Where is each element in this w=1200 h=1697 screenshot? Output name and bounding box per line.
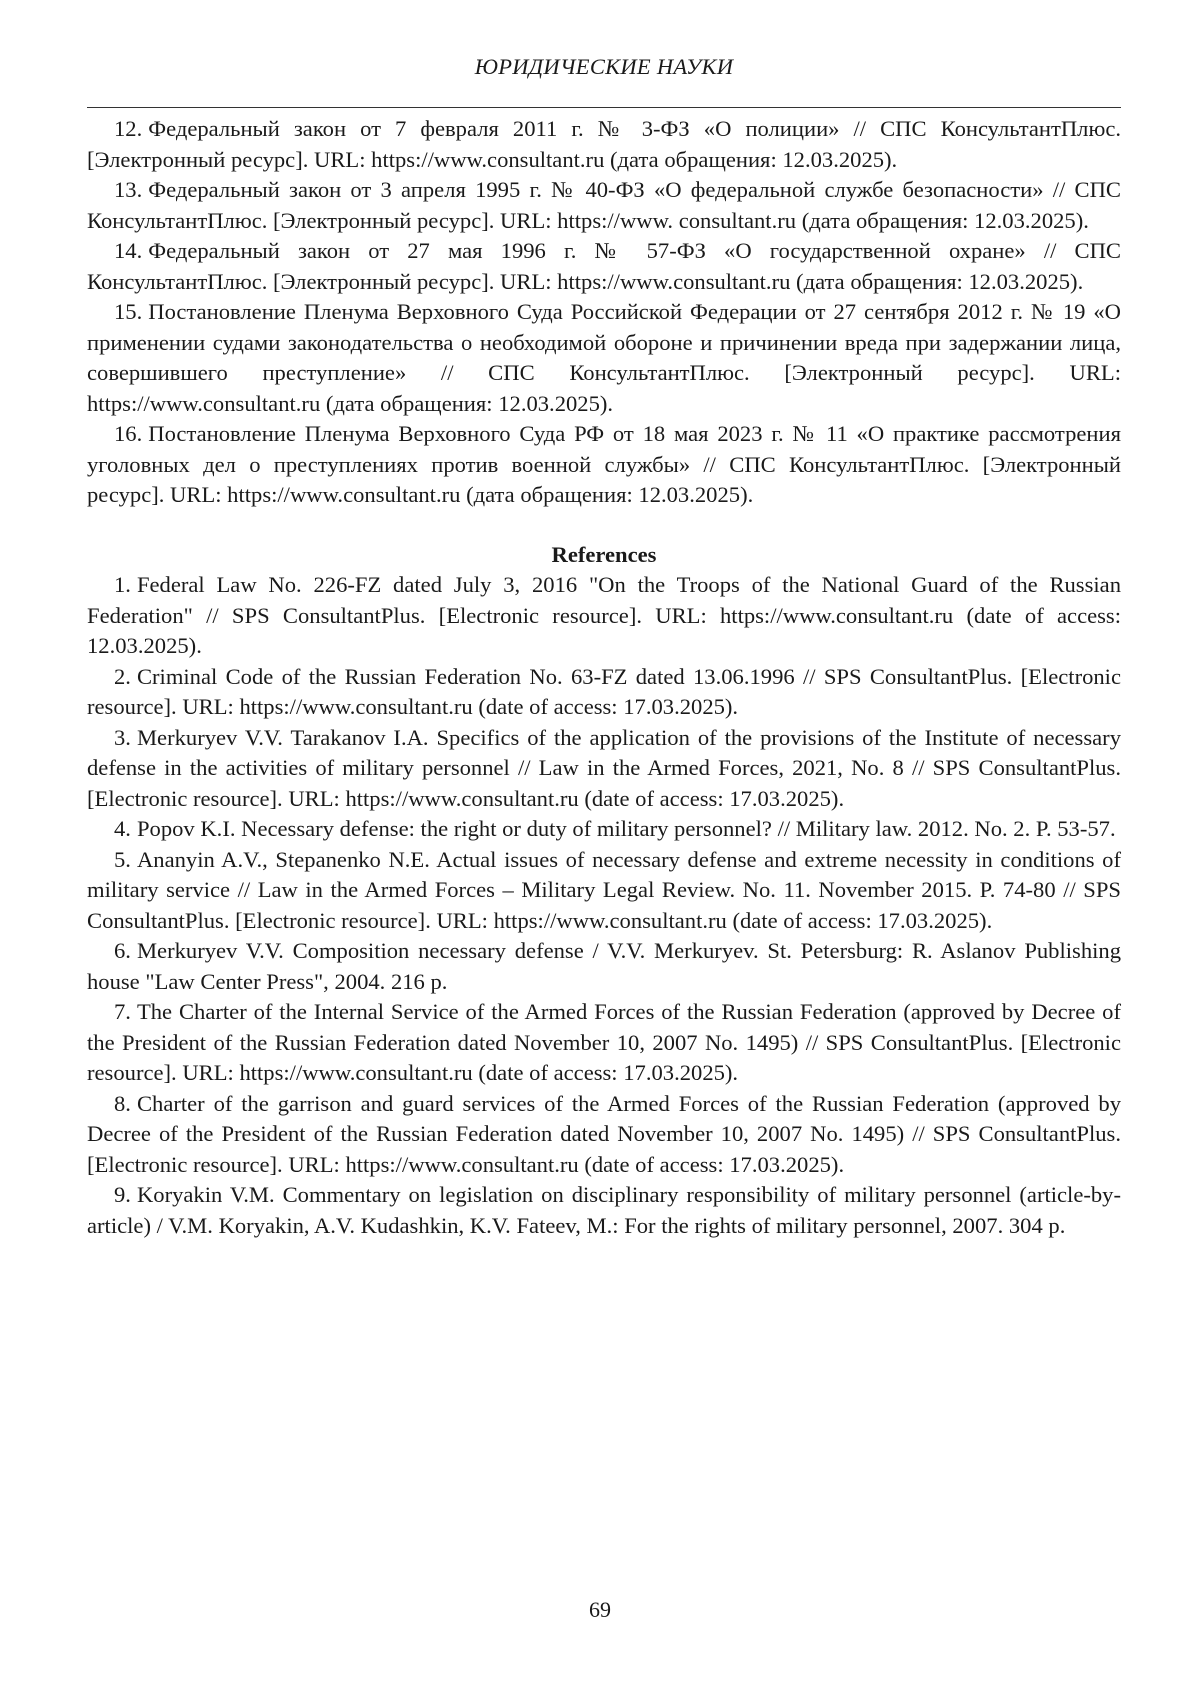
reference-number: 15. (114, 299, 143, 324)
reference-item (87, 1089, 1121, 1181)
reference-item (87, 297, 1121, 419)
reference-number: 4. (114, 816, 131, 841)
reference-text: Федеральный закон от 3 апреля 1995 г. № 40-ФЗ «О федеральной службе безопасности» // СПС КонсультантПлюс. [Электронный ресурс]. URL: https://www. consultant.ru (дата обращения: 12.03.2025). (87, 177, 1121, 233)
reference-item (87, 814, 1121, 845)
running-header: ЮРИДИЧЕСКИЕ НАУКИ (474, 54, 734, 79)
reference-item (87, 175, 1121, 236)
page-number: 69 (589, 1597, 611, 1622)
reference-item (87, 236, 1121, 297)
reference-number: 14. (114, 238, 143, 263)
reference-text: Koryakin V.M. Commentary on legislation on disciplinary responsibility of military personnel (article-by-article) / V.M. Koryakin, A.V. Kudashkin, K.V. Fateev, M.: For the rights of military personnel, 2007. 304 p. (87, 1182, 1121, 1238)
reference-number: 5. (114, 846, 131, 872)
russian-reference-list (87, 114, 1121, 511)
reference-text: Федеральный закон от 27 мая 1996 г. № 57-ФЗ «О государственной охране» // СПС КонсультантПлюс. [Электронный ресурс]. URL: https://www.consultant.ru (дата обращения: 12.03.2025). (87, 238, 1121, 294)
reference-text: Merkuryev V.V. Composition necessary defense / V.V. Merkuryev. St. Petersburg: R. Aslanov Publishing house "Law Center Press", 2004. 216 p. (87, 938, 1121, 994)
reference-number: 9. (114, 1182, 131, 1207)
english-reference-list (87, 570, 1121, 1241)
reference-number: 2. (114, 663, 131, 689)
reference-item (87, 1180, 1121, 1241)
reference-item (87, 845, 1121, 937)
reference-number: 13. (114, 177, 143, 202)
reference-number: 6. (114, 938, 131, 963)
reference-text: Charter of the garrison and guard services of the Armed Forces of the Russian Federation (approved by Decree of the President of the Russian Federation dated November 10, 2007 No. 1495) // SPS ConsultantPlus. [Electronic resource]. URL: https://www.consultant.ru (date of access: 17.03.2025). (87, 1090, 1121, 1177)
header-divider (87, 107, 1121, 108)
reference-number: 1. (114, 572, 131, 597)
reference-text: Постановление Пленума Верховного Суда РФ от 18 мая 2023 г. № 11 «О практике рассмотрения уголовных дел о преступлениях против военной службы» // СПС КонсультантПлюс. [Электронный ресурс]. URL: https://www.consultant.ru (дата обращения: 12.03.2025). (87, 421, 1121, 507)
reference-item (87, 723, 1121, 815)
reference-text: Федеральный закон от 7 февраля 2011 г. № 3-ФЗ «О полиции» // СПС КонсультантПлюс. [Электронный ресурс]. URL: https://www.consultant.ru (дата обращения: 12.03.2025). (87, 116, 1121, 172)
reference-item (87, 570, 1121, 662)
reference-item (87, 997, 1121, 1089)
reference-item (87, 114, 1121, 175)
reference-number: 16. (114, 421, 143, 446)
reference-number: 7. (114, 999, 131, 1024)
reference-number: 3. (114, 724, 131, 750)
references-heading: References (551, 541, 657, 567)
reference-item (87, 662, 1121, 723)
reference-text: Ananyin A.V., Stepanenko N.E. Actual issues of necessary defense and extreme necessity in conditions of military service // Law in the Armed Forces – Military Legal Review. No. 11. November 2015. P. 74-80 // SPS ConsultantPlus. [Electronic resource]. URL: https://www.consultant.ru (date of access: 17.03.2025). (87, 846, 1121, 933)
reference-text: Popov K.I. Necessary defense: the right or duty of military personnel? // Military law. 2012. No. 2. P. 53-57. (136, 816, 1116, 841)
reference-text: The Charter of the Internal Service of the Armed Forces of the Russian Federation (approved by Decree of the President of the Russian Federation dated November 10, 2007 No. 1495) // SPS ConsultantPlus. [Electronic resource]. URL: https://www.consultant.ru (date of access: 17.03.2025). (87, 999, 1121, 1085)
reference-text: Постановление Пленума Верховного Суда Российской Федерации от 27 сентября 2012 г. № 19 «О применении судами законодательства о необходимой обороне и причинении вреда при задержании лица, совершившего преступление» // СПС КонсультантПлюс. [Электронный ресурс]. URL: https://www.consultant.ru (дата обращения: 12.03.2025). (87, 299, 1121, 416)
reference-item (87, 936, 1121, 997)
reference-text: Criminal Code of the Russian Federation No. 63-FZ dated 13.06.1996 // SPS ConsultantPlus. [Electronic resource]. URL: https://www.consultant.ru (date of access: 17.03.2025). (87, 663, 1121, 719)
reference-number: 12. (114, 116, 143, 141)
reference-text: Federal Law No. 226-FZ dated July 3, 2016 "On the Troops of the National Guard of the Russian Federation" // SPS ConsultantPlus. [Electronic resource]. URL: https://www.consultant.ru (date of access: 12.03.2025). (87, 572, 1121, 658)
document-page (87, 0, 1121, 1241)
reference-item (87, 419, 1121, 511)
reference-text: Merkuryev V.V. Tarakanov I.A. Specifics of the application of the provisions of the Institute of necessary defense in the activities of military personnel // Law in the Armed Forces, 2021, No. 8 // SPS ConsultantPlus. [Electronic resource]. URL: https://www.consultant.ru (date of access: 17.03.2025). (87, 724, 1121, 811)
reference-number: 8. (114, 1090, 131, 1116)
